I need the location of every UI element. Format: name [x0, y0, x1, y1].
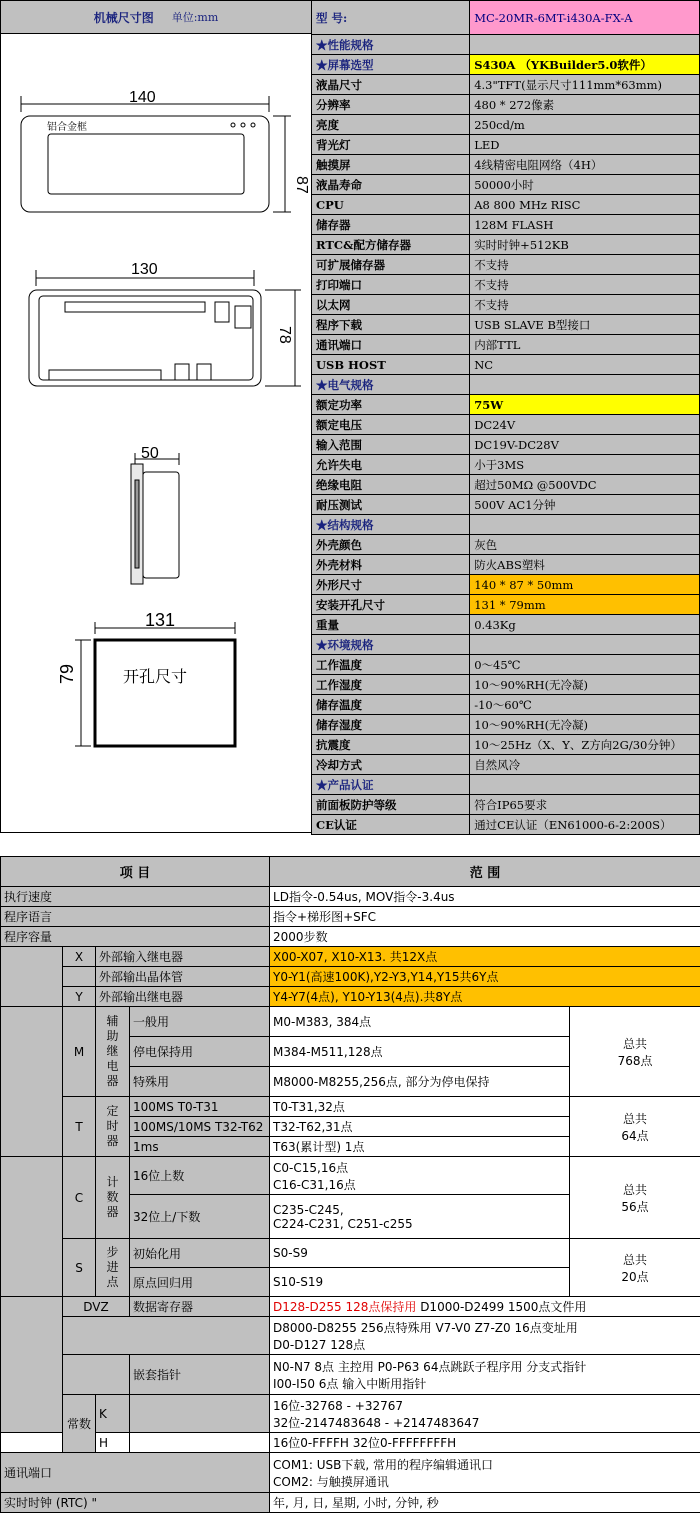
m-total: 总共 768点: [570, 1007, 700, 1097]
table-row: [1, 987, 700, 1007]
exec-speed-label: 执行速度: [1, 887, 270, 907]
program-capacity-value: 2000步数: [270, 927, 700, 947]
spec-row: [312, 775, 700, 795]
dvz-code: DVZ: [63, 1297, 130, 1317]
spec-row: [312, 175, 700, 195]
spec-value: [470, 775, 700, 795]
t3-value: T63(累计型) 1点: [270, 1137, 570, 1157]
front-height-label: 87: [293, 176, 310, 194]
spec-label: 液晶寿命: [312, 175, 470, 195]
t-code: T: [63, 1097, 96, 1157]
nest-pointer-value: N0-N7 8点 主控用 P0-P63 64点跳跃子程序用 分支式指针 I00-I50 6点 输入中断用指针: [270, 1355, 700, 1395]
h-value: 16位0-FFFFH 32位0-FFFFFFFFH: [270, 1433, 700, 1453]
spec-row: [312, 35, 700, 55]
spec-label: 外壳颜色: [312, 535, 470, 555]
spec-label: 程序下载: [312, 315, 470, 335]
spec-label: ★结构规格: [312, 515, 470, 535]
spec-label: 储存温度: [312, 695, 470, 715]
back-view: [29, 270, 301, 386]
spec-row: [312, 795, 700, 815]
drawing-title: 机械尺寸图: [94, 9, 154, 26]
spec-value: 内部TTL: [470, 335, 700, 355]
spec-label: 以太网: [312, 295, 470, 315]
x-code: X: [63, 947, 96, 967]
t1-label: 100MS T0-T31: [130, 1097, 270, 1117]
spec-value: 250cd/m: [470, 115, 700, 135]
dvz-label: 数据寄存器: [130, 1297, 270, 1317]
back-width-label: 130: [131, 261, 158, 278]
spec-row: [312, 155, 700, 175]
spec-label: 打印端口: [312, 275, 470, 295]
spec-value: 480 * 272像素: [470, 95, 700, 115]
spec-value: 10～90%RH(无冷凝): [470, 675, 700, 695]
x-value: X00-X07, X10-X13. 共12X点: [270, 947, 700, 967]
t1-value: T0-T31,32点: [270, 1097, 570, 1117]
spec-value: NC: [470, 355, 700, 375]
com-port-label: 通讯端口: [1, 1453, 270, 1493]
spec-value: 通过CE认证（EN61000-6-2:200S）: [470, 815, 700, 835]
spec-row: [312, 475, 700, 495]
program-language-label: 程序语言: [1, 907, 270, 927]
s-code: S: [63, 1239, 96, 1297]
t-group-label: 定时器: [106, 1104, 120, 1149]
spec-label: ★电气规格: [312, 375, 470, 395]
plc-resources-table: [0, 856, 700, 1513]
spec-value: 不支持: [470, 275, 700, 295]
table-row: [1, 887, 700, 907]
cutout-width-label: 131: [145, 610, 175, 630]
nest-pointer-label: 嵌套指针: [130, 1355, 270, 1395]
spec-row: [312, 55, 700, 75]
spec-label: 安装开孔尺寸: [312, 595, 470, 615]
y-transistor-label: 外部输出晶体管: [96, 967, 270, 987]
s1-value: S0-S9: [270, 1239, 570, 1268]
spec-row: [312, 95, 700, 115]
spec-label: 通讯端口: [312, 335, 470, 355]
rtc-value: 年, 月, 日, 星期, 小时, 分钟, 秒: [270, 1493, 700, 1513]
spec-row: [312, 395, 700, 415]
spec-label: 触摸屏: [312, 155, 470, 175]
table-row: [1, 927, 700, 947]
spec-row: [312, 715, 700, 735]
table-row: [1, 1453, 700, 1493]
c2-label: 32位上/下数: [130, 1195, 270, 1239]
spec-label: 抗震度: [312, 735, 470, 755]
dimension-drawings: [1, 34, 311, 834]
spec-row: [312, 495, 700, 515]
table-row: [1, 1395, 700, 1433]
m1-value: M0-M383, 384点: [270, 1007, 570, 1037]
spec-row: [312, 675, 700, 695]
spec-value: 140 * 87 * 50mm: [470, 575, 700, 595]
spec-table: [311, 0, 700, 835]
header-range: 范 围: [270, 857, 700, 887]
h-code: H: [96, 1433, 130, 1453]
spec-value: 4.3"TFT(显示尺寸111mm*63mm): [470, 75, 700, 95]
t3-label: 1ms: [130, 1137, 270, 1157]
spec-row: [312, 215, 700, 235]
table-row: [1, 1433, 700, 1453]
table-row: [1, 1239, 700, 1268]
y-transistor-value: Y0-Y1(高速100K),Y2-Y3,Y14,Y15共6Y点: [270, 967, 700, 987]
m-code: M: [63, 1007, 96, 1097]
m1-label: 一般用: [130, 1007, 270, 1037]
spec-label: RTC&配方储存器: [312, 235, 470, 255]
spec-row: [312, 755, 700, 775]
spec-value: 0～45℃: [470, 655, 700, 675]
y-label: 外部输出继电器: [96, 987, 270, 1007]
spec-row: [312, 295, 700, 315]
spec-value: 超过50MΩ @500VDC: [470, 475, 700, 495]
m3-value: M8000-M8255,256点, 部分为停电保持: [270, 1067, 570, 1097]
spec-value: 自然风冷: [470, 755, 700, 775]
t2-label: 100MS/10MS T32-T62: [130, 1117, 270, 1137]
spec-label: 外壳材料: [312, 555, 470, 575]
program-language-value: 指令+梯形图+SFC: [270, 907, 700, 927]
c-code: C: [63, 1157, 96, 1239]
s1-label: 初始化用: [130, 1239, 270, 1268]
table-row: [1, 947, 700, 967]
spec-value: 10～90%RH(无冷凝): [470, 715, 700, 735]
com-port-value: COM1: USB下载, 常用的程序编辑通讯口 COM2: 与触摸屏通讯: [270, 1453, 700, 1493]
side-depth-label: 50: [141, 445, 159, 462]
spec-value: [470, 515, 700, 535]
spec-value: 0.43Kg: [470, 615, 700, 635]
spec-label: CPU: [312, 195, 470, 215]
spec-row: [312, 575, 700, 595]
dvz-value-2: D8000-D8255 256点特殊用 V7-V0 Z7-Z0 16点变址用 D0-D127 128点: [270, 1317, 700, 1355]
table-row: [1, 1007, 700, 1037]
spec-label: ★环境规格: [312, 635, 470, 655]
spec-label: 外形尺寸: [312, 575, 470, 595]
spec-label: 储存器: [312, 215, 470, 235]
constant-label: 常数: [63, 1395, 96, 1453]
s-total: 总共 20点: [570, 1239, 700, 1297]
spec-label: 型 号:: [312, 1, 470, 35]
m-group-label: 辅助继电器: [106, 1014, 120, 1089]
spec-row: [312, 315, 700, 335]
spec-label: USB HOST: [312, 355, 470, 375]
spec-row: [312, 595, 700, 615]
spec-value: 符合IP65要求: [470, 795, 700, 815]
rtc-label: 实时时钟 (RTC) ": [1, 1493, 270, 1513]
spec-label: 绝缘电阻: [312, 475, 470, 495]
spec-label: 分辨率: [312, 95, 470, 115]
spec-value: 500V AC1分钟: [470, 495, 700, 515]
spec-value: 防火ABS塑料: [470, 555, 700, 575]
s-group-label: 步进点: [106, 1245, 120, 1290]
spec-row: [312, 75, 700, 95]
spec-row: [312, 115, 700, 135]
front-width-label: 140: [129, 89, 156, 106]
side-view: [131, 453, 179, 584]
m2-label: 停电保持用: [130, 1037, 270, 1067]
table-row: [1, 1317, 700, 1355]
t-total: 总共 64点: [570, 1097, 700, 1157]
spec-row: [312, 655, 700, 675]
spec-row: [312, 415, 700, 435]
spec-value: DC19V-DC28V: [470, 435, 700, 455]
spec-label: 储存湿度: [312, 715, 470, 735]
spec-value: 不支持: [470, 295, 700, 315]
spec-value: [470, 375, 700, 395]
spec-row: [312, 1, 700, 35]
s2-value: S10-S19: [270, 1268, 570, 1297]
spec-row: [312, 735, 700, 755]
dvz-value-latched: D128-D255 128点保持用: [273, 1300, 416, 1314]
m3-label: 特殊用: [130, 1067, 270, 1097]
spec-value: 4线精密电阻网络（4H）: [470, 155, 700, 175]
c1-label: 16位上数: [130, 1157, 270, 1195]
spec-label: 重量: [312, 615, 470, 635]
spec-row: [312, 535, 700, 555]
table-row: [1, 1355, 700, 1395]
spec-label: 可扩展储存器: [312, 255, 470, 275]
spec-row: [312, 455, 700, 475]
m2-value: M384-M511,128点: [270, 1037, 570, 1067]
spec-label: 液晶尺寸: [312, 75, 470, 95]
cutout-label: 开孔尺寸: [123, 668, 187, 686]
spec-row: [312, 195, 700, 215]
spec-row: [312, 275, 700, 295]
spec-row: [312, 635, 700, 655]
spec-value: 不支持: [470, 255, 700, 275]
frame-material-label: 铝合金框: [47, 120, 87, 133]
spec-value: [470, 35, 700, 55]
spec-value: 75W: [470, 395, 700, 415]
spec-row: [312, 615, 700, 635]
table-row: [1, 907, 700, 927]
spec-value: 实时时钟+512KB: [470, 235, 700, 255]
mechanical-drawing-panel: [0, 0, 311, 833]
header-item: 项 目: [1, 857, 270, 887]
s2-label: 原点回归用: [130, 1268, 270, 1297]
spec-value: LED: [470, 135, 700, 155]
spec-label: 额定功率: [312, 395, 470, 415]
front-view: [21, 96, 291, 212]
spec-label: 前面板防护等级: [312, 795, 470, 815]
spec-label: 工作湿度: [312, 675, 470, 695]
y-code: Y: [63, 987, 96, 1007]
spec-value: DC24V: [470, 415, 700, 435]
spec-label: 背光灯: [312, 135, 470, 155]
spec-row: [312, 135, 700, 155]
table-row: [1, 1097, 700, 1117]
spec-value: MC-20MR-6MT-i430A-FX-A: [470, 1, 700, 35]
spec-row: [312, 255, 700, 275]
spec-row: [312, 335, 700, 355]
spec-value: 10～25Hz（X、Y、Z方向2G/30分钟）: [470, 735, 700, 755]
k-value: 16位-32768 - +32767 32位-2147483648 - +2147483647: [270, 1395, 700, 1433]
y-value: Y4-Y7(4点), Y10-Y13(4点).共8Y点: [270, 987, 700, 1007]
drawing-unit: 单位:mm: [172, 9, 219, 25]
spec-label: ★性能规格: [312, 35, 470, 55]
spec-value: 小于3MS: [470, 455, 700, 475]
table-row: [1, 1297, 700, 1317]
spec-row: [312, 235, 700, 255]
back-height-label: 78: [276, 326, 293, 344]
spec-row: [312, 375, 700, 395]
spec-value: S430A （YKBuilder5.0软件）: [470, 55, 700, 75]
io-header-row: [1, 857, 700, 887]
spec-row: [312, 515, 700, 535]
spec-label: ★屏幕选型: [312, 55, 470, 75]
c-group-label: 计数器: [106, 1175, 120, 1220]
spec-row: [312, 355, 700, 375]
c-total: 总共 56点: [570, 1157, 700, 1239]
spec-label: 冷却方式: [312, 755, 470, 775]
spec-value: USB SLAVE B型接口: [470, 315, 700, 335]
spec-label: ★产品认证: [312, 775, 470, 795]
spec-value: 50000小时: [470, 175, 700, 195]
c2-value: C235-C245, C224-C231, C251-c255: [270, 1195, 570, 1239]
x-label: 外部输入继电器: [96, 947, 270, 967]
spec-value: 128M FLASH: [470, 215, 700, 235]
c1-value: C0-C15,16点 C16-C31,16点: [270, 1157, 570, 1195]
spec-value: [470, 635, 700, 655]
t2-value: T32-T62,31点: [270, 1117, 570, 1137]
spec-row: [312, 815, 700, 835]
k-code: K: [96, 1395, 130, 1433]
spec-label: 输入范围: [312, 435, 470, 455]
spec-label: 工作温度: [312, 655, 470, 675]
spec-label: 亮度: [312, 115, 470, 135]
spec-value: 131 * 79mm: [470, 595, 700, 615]
drawing-header: [1, 1, 311, 34]
spec-label: CE认证: [312, 815, 470, 835]
spec-label: 额定电压: [312, 415, 470, 435]
cutout-height-label: 79: [57, 664, 77, 684]
spec-row: [312, 555, 700, 575]
dvz-value: [270, 1297, 700, 1317]
exec-speed-value: LD指令-0.54us, MOV指令-3.4us: [270, 887, 700, 907]
program-capacity-label: 程序容量: [1, 927, 270, 947]
spec-value: 灰色: [470, 535, 700, 555]
table-row: [1, 1157, 700, 1195]
spec-value: -10～60℃: [470, 695, 700, 715]
spec-value: A8 800 MHz RISC: [470, 195, 700, 215]
table-row: [1, 967, 700, 987]
dvz-value-file: D1000-D2499 1500点文件用: [416, 1300, 586, 1314]
spec-label: 耐压测试: [312, 495, 470, 515]
spec-row: [312, 435, 700, 455]
spec-row: [312, 695, 700, 715]
spec-label: 允许失电: [312, 455, 470, 475]
table-row: [1, 1493, 700, 1513]
